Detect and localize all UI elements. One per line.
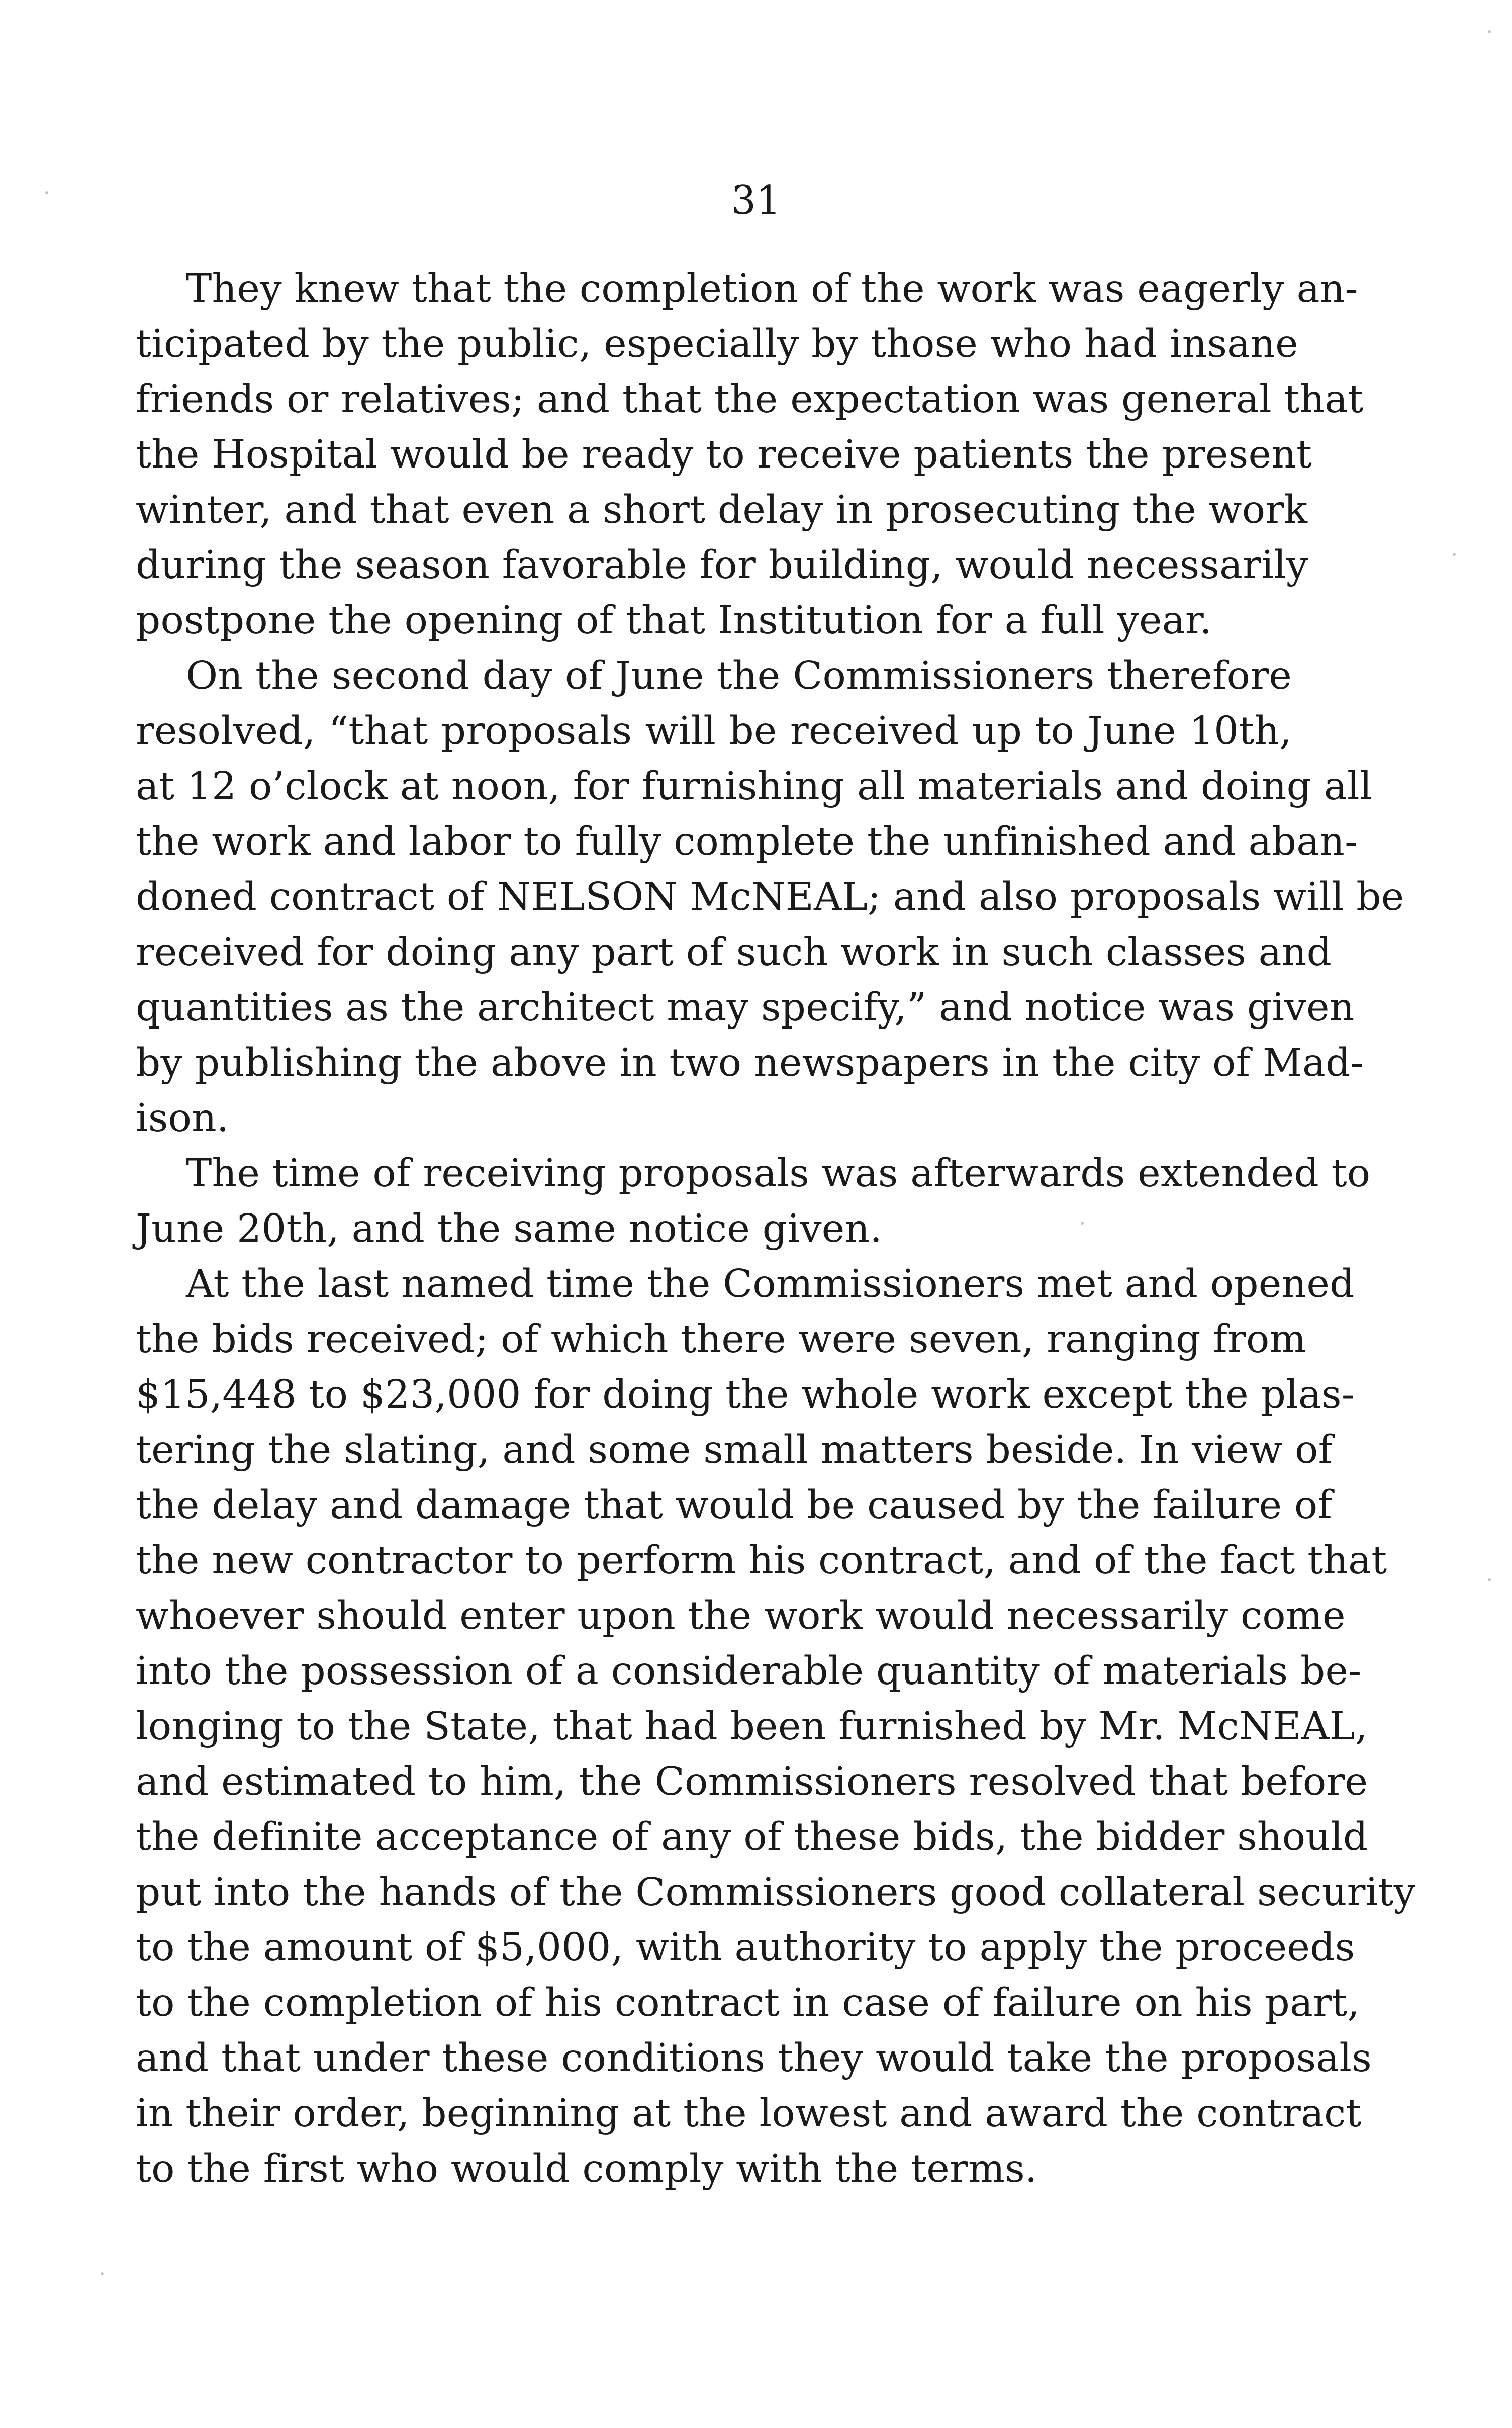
paragraph-line: ison. bbox=[136, 1096, 229, 1141]
paragraph-line: into the possession of a considerable quantity of materials be- bbox=[136, 1649, 1362, 1694]
paragraph-4 bbox=[136, 1257, 1416, 2197]
paragraph-line: the delay and damage that would be caused by the failure of bbox=[136, 1483, 1333, 1528]
paragraph-line: longing to the State, that had been furnished by Mr. McNEAL, bbox=[136, 1704, 1368, 1749]
paragraph-line: winter, and that even a short delay in prosecuting the work bbox=[136, 488, 1308, 532]
paragraph-line: and estimated to him, the Commissioners resolved that before bbox=[136, 1759, 1368, 1804]
paragraph-line: quantities as the architect may specify,” and notice was given bbox=[136, 985, 1355, 1030]
paragraph-line: during the season favorable for building, would necessarily bbox=[136, 543, 1308, 588]
paragraph-line: the Hospital would be ready to receive patients the present bbox=[136, 432, 1312, 477]
paragraph-line: At the last named time the Commissioners met and opened bbox=[186, 1262, 1355, 1306]
paragraph-line: ticipated by the public, especially by those who had insane bbox=[136, 322, 1298, 366]
page-number: 31 bbox=[731, 178, 781, 223]
paragraph-line: the work and labor to fully complete the unfinished and aban- bbox=[136, 819, 1358, 864]
paragraph-line: $15,448 to $23,000 for doing the whole work except the plas- bbox=[136, 1372, 1355, 1417]
body-text bbox=[136, 261, 1416, 2197]
paragraph-line: On the second day of June the Commissioners therefore bbox=[186, 653, 1292, 698]
paragraph-line: by publishing the above in two newspapers in the city of Mad- bbox=[136, 1041, 1364, 1085]
paragraph-line: in their order, beginning at the lowest and award the contract bbox=[136, 2091, 1362, 2136]
paragraph-line: The time of receiving proposals was afterwards extended to bbox=[186, 1151, 1371, 1196]
paragraph-line: friends or relatives; and that the expectation was general that bbox=[136, 377, 1364, 422]
paragraph-line: and that under these conditions they would take the proposals bbox=[136, 2036, 1372, 2081]
paragraph-line: the definite acceptance of any of these bids, the bidder should bbox=[136, 1815, 1368, 1859]
print-speck bbox=[1488, 30, 1491, 33]
paragraph-1 bbox=[136, 261, 1364, 648]
paragraph-line: at 12 o’clock at noon, for furnishing all materials and doing all bbox=[136, 764, 1372, 809]
paragraph-2 bbox=[136, 648, 1404, 1146]
paragraph-line: resolved, “that proposals will be received up to June 10th, bbox=[136, 709, 1292, 754]
paragraph-3 bbox=[136, 1146, 1371, 1257]
print-speck bbox=[101, 2272, 104, 2275]
paragraph-line: to the completion of his contract in case of failure on his part, bbox=[136, 1981, 1360, 2025]
paragraph-line: June 20th, and the same notice given. bbox=[136, 1206, 883, 1251]
paragraph-line: postpone the opening of that Institution for a full year. bbox=[136, 598, 1212, 643]
paragraph-line: tering the slating, and some small matters beside. In view of bbox=[136, 1428, 1333, 1472]
print-speck bbox=[1081, 1222, 1084, 1225]
paragraph-line: They knew that the completion of the work was eagerly an- bbox=[186, 266, 1358, 311]
paragraph-line: to the amount of $5,000, with authority to apply the proceeds bbox=[136, 1925, 1355, 1970]
print-speck bbox=[1488, 1578, 1491, 1581]
paragraph-line: received for doing any part of such work in such classes and bbox=[136, 930, 1332, 975]
paragraph-line: whoever should enter upon the work would necessarily come bbox=[136, 1594, 1346, 1638]
paragraph-line: the new contractor to perform his contract, and of the fact that bbox=[136, 1538, 1387, 1583]
paragraph-line: doned contract of NELSON McNEAL; and also proposals will be bbox=[136, 875, 1404, 919]
print-speck bbox=[1453, 553, 1456, 556]
paragraph-line: put into the hands of the Commissioners good collateral security bbox=[136, 1870, 1416, 1915]
paragraph-line: the bids received; of which there were seven, ranging from bbox=[136, 1317, 1306, 1362]
print-speck bbox=[45, 191, 48, 194]
paragraph-line: to the first who would comply with the terms. bbox=[136, 2146, 1037, 2191]
